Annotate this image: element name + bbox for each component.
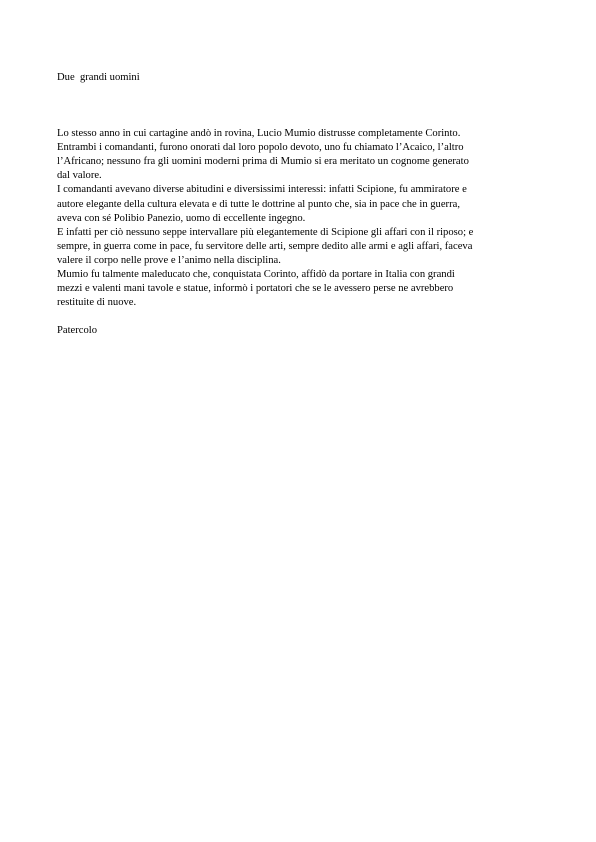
body-line: valere il corpo nelle prove e l’animo nella disciplina. (57, 254, 281, 266)
body-line: Mumio fu talmente maleducato che, conquistata Corinto, affidò da portare in Italia con grandi (57, 269, 455, 281)
body-line: Lo stesso anno in cui cartagine andò in rovina, Lucio Mumio distrusse completamente Corinto. (57, 128, 461, 140)
document-title: Due grandi uomini (57, 72, 140, 83)
body-line: restituite di nuove. (57, 297, 137, 309)
document-content (57, 71, 537, 338)
body-line: autore elegante della cultura elevata e di tutte le dottrine al punto che, sia in pace che in guerra, (57, 198, 460, 210)
body-line: dal valore. (57, 170, 102, 182)
body-line: I comandanti avevano diverse abitudini e diversissimi interessi: infatti Scipione, fu ammiratore e (57, 184, 467, 196)
author-signature: Patercolo (57, 325, 98, 337)
body-line: Entrambi i comandanti, furono onorati dal loro popolo devoto, uno fu chiamato l’Acaico, l’altro (57, 142, 464, 154)
body-line: l’Africano; nessuno fra gli uomini moderni prima di Mumio si era meritato un cognome generato (57, 156, 469, 168)
body-line: mezzi e valenti mani tavole e statue, informò i portatori che se le avessero perse ne avrebbero (57, 283, 454, 295)
body-line: aveva con sé Polibio Panezio, uomo di eccellente ingegno. (57, 212, 306, 224)
body-line: sempre, in guerra come in pace, fu servitore delle arti, sempre dedito alle armi e agli affari, faceva (57, 240, 473, 252)
document-body (57, 127, 537, 310)
body-line: E infatti per ciò nessuno seppe intervallare più elegantemente di Scipione gli affari con il riposo; e (57, 226, 474, 238)
